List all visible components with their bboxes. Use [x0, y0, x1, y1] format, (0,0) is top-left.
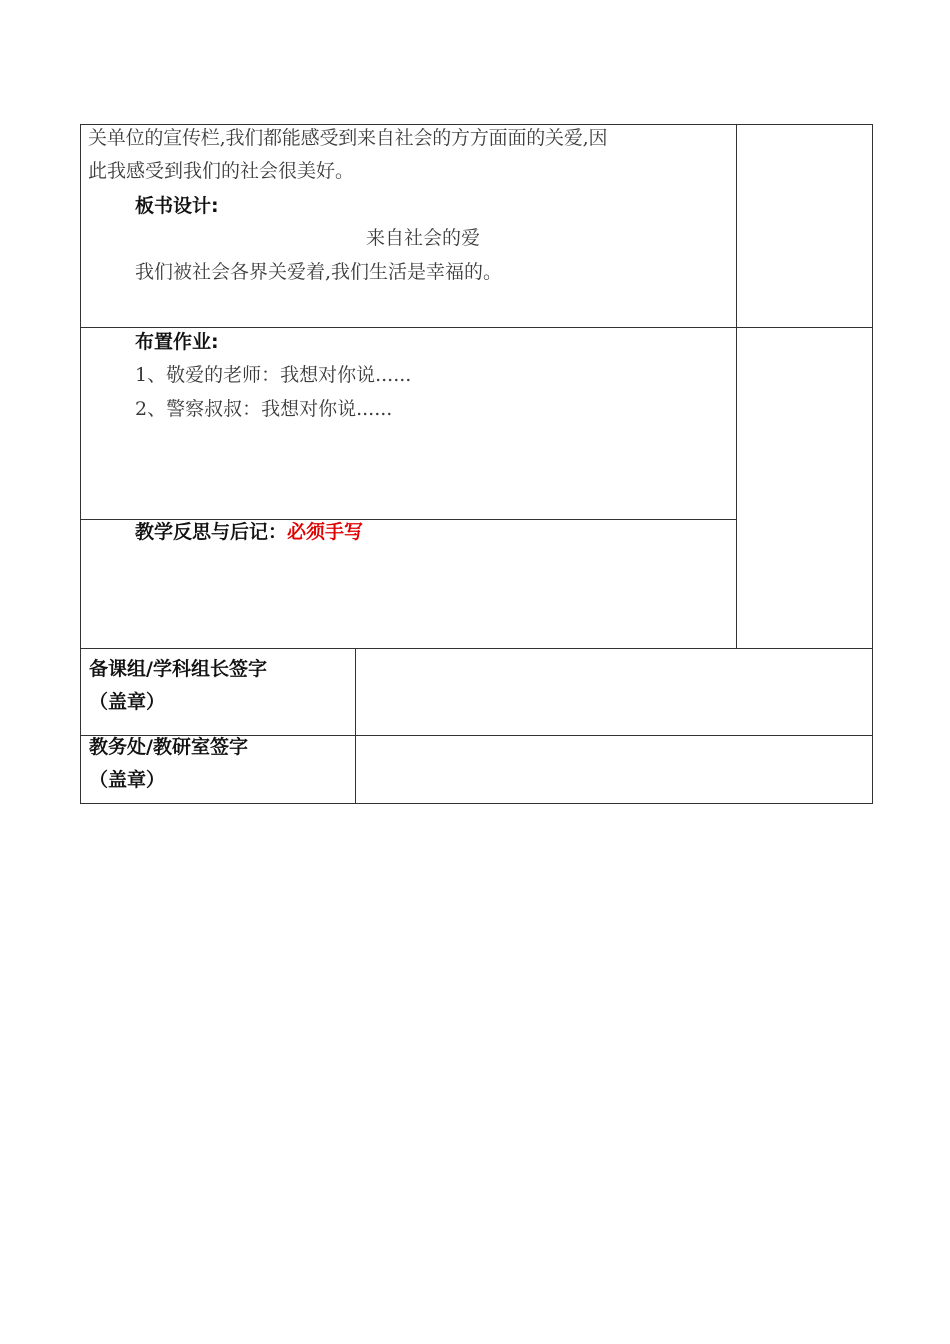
reflection-heading-row — [135, 520, 363, 544]
handwritten-required-note: 必须手写 — [287, 521, 364, 543]
homework-item-1: 1、敬爱的老师：我想对你说...... — [135, 364, 412, 386]
row-divider-reflection — [80, 648, 873, 649]
signature-column-divider — [355, 648, 356, 804]
lesson-text-line-2: 此我感受到我们的社会很美好。 — [88, 160, 355, 182]
table-right-border — [872, 124, 873, 804]
table-top-border — [80, 124, 873, 125]
office-seal-label: （盖章） — [89, 769, 166, 791]
table-left-border — [80, 124, 81, 804]
notes-column-divider — [736, 124, 737, 649]
board-design-title: 来自社会的爱 — [366, 227, 481, 249]
office-signature-label: 教务处/教研室签字 — [89, 736, 248, 758]
row-divider-lesson — [80, 327, 873, 328]
group-leader-seal-label: （盖章） — [89, 691, 166, 713]
group-leader-signature-label: 备课组/学科组长签字 — [89, 658, 267, 680]
board-design-content: 我们被社会各界关爱着,我们生活是幸福的。 — [135, 261, 503, 283]
group-leader-signature-field[interactable] — [357, 650, 871, 734]
table-bottom-border — [80, 803, 873, 804]
office-signature-field[interactable] — [357, 737, 871, 802]
lesson-text-line-1: 关单位的宣传栏,我们都能感受到来自社会的方方面面的关爱,因 — [88, 127, 608, 149]
homework-item-2 — [135, 397, 392, 421]
reflection-heading: 教学反思与后记： — [135, 521, 288, 543]
homework-heading: 布置作业: — [135, 331, 219, 353]
homework-item-2-text: 2、警察叔叔：我想对你说...... — [135, 398, 393, 420]
board-design-heading: 板书设计: — [135, 195, 219, 217]
